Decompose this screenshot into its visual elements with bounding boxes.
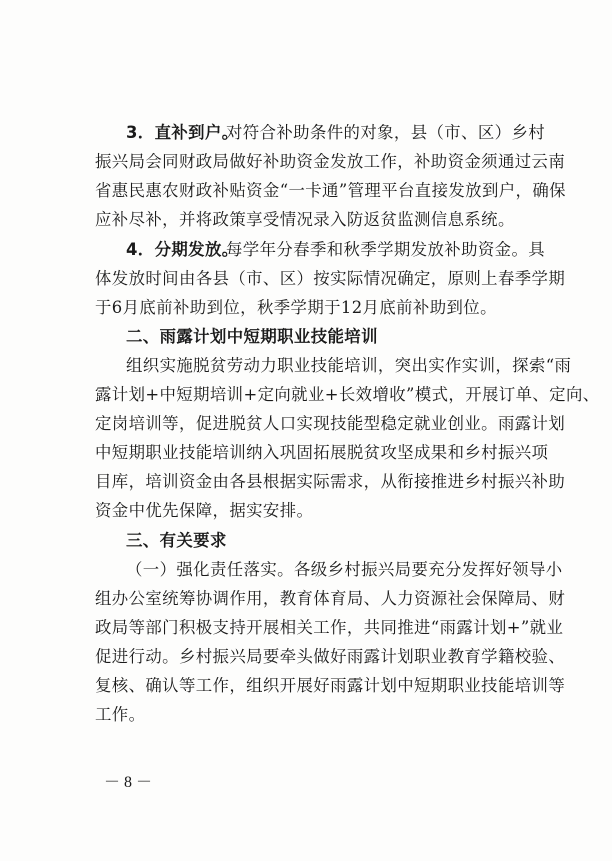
section-heading <box>0 323 612 350</box>
paragraph-line <box>0 352 612 379</box>
page-number-text: － 8 － <box>104 774 153 791</box>
paragraph-line <box>0 672 612 699</box>
paragraph-line <box>0 294 612 321</box>
paragraph-line <box>0 701 612 728</box>
line-text: 振兴局会同财政局做好补助资金发放工作，补助资金须通过云南 <box>95 152 566 171</box>
paragraph-line <box>0 381 612 408</box>
line-text: 定岗培训等，促进脱贫人口实现技能型稳定就业创业。雨露计划 <box>95 414 566 433</box>
line-text: 省惠民惠农财政补贴资金“一卡通”管理平台直接发放到户，确保 <box>95 181 566 200</box>
paragraph-line <box>0 497 612 524</box>
page-number <box>0 771 612 795</box>
line-text: 于6月底前补助到位，秋季学期于12月底前补助到位。 <box>95 298 497 317</box>
line-text: 政局等部门积极支持开展相关工作，共同推进“雨露计划+”就业 <box>95 618 564 637</box>
line-text: 目库，培训资金由各县根据实际需求，从衔接推进乡村振兴补助 <box>95 472 566 491</box>
paragraph-line <box>0 439 612 466</box>
line-text: 组办公室统筹协调作用，教育体育局、人力资源社会保障局、财 <box>95 589 566 608</box>
paragraph-line <box>0 177 612 204</box>
item-lead: 3．直补到户。 <box>126 123 239 142</box>
paragraph-line <box>0 236 612 263</box>
line-text: 资金中优先保障，据实安排。 <box>95 501 314 520</box>
paragraph-line <box>0 119 612 146</box>
paragraph-line <box>0 468 612 495</box>
paragraph-line <box>0 148 612 175</box>
section-heading <box>0 527 612 554</box>
line-text: 每学年分春季和秋季学期发放补助资金。具 <box>226 240 546 259</box>
line-text: 组织实施脱贫劳动力职业技能培训，突出实作实训，探索“雨 <box>126 356 572 375</box>
section-heading-text: 二、雨露计划中短期职业技能培训 <box>126 327 378 346</box>
line-text: 对符合补助条件的对象，县（市、区）乡村 <box>226 123 546 142</box>
paragraph-line <box>0 206 612 233</box>
line-text: 中短期职业技能培训纳入巩固拓展脱贫攻坚成果和乡村振兴项 <box>95 443 549 462</box>
item-lead: 4．分期发放。 <box>126 240 239 259</box>
line-text: 体发放时间由各县（市、区）按实际情况确定，原则上春季学期 <box>95 269 566 288</box>
section-heading-text: 三、有关要求 <box>126 531 227 550</box>
line-text: （一）强化责任落实。各级乡村振兴局要充分发挥好领导小 <box>126 560 563 579</box>
line-text: 工作。 <box>95 705 146 724</box>
paragraph-line <box>0 585 612 612</box>
paragraph-line <box>0 614 612 641</box>
paragraph-line <box>0 265 612 292</box>
line-text: 复核、确认等工作，组织开展好雨露计划中短期职业技能培训等 <box>95 676 566 695</box>
line-text: 促进行动。乡村振兴局要牵头做好雨露计划职业教育学籍校验、 <box>95 647 566 666</box>
paragraph-line <box>0 410 612 437</box>
line-text: 应补尽补，并将政策享受情况录入防返贫监测信息系统。 <box>95 210 515 229</box>
line-text: 露计划+中短期培训+定向就业+长效增收”模式，开展订单、定向、 <box>95 385 600 404</box>
paragraph-line <box>0 556 612 583</box>
paragraph-line <box>0 643 612 670</box>
